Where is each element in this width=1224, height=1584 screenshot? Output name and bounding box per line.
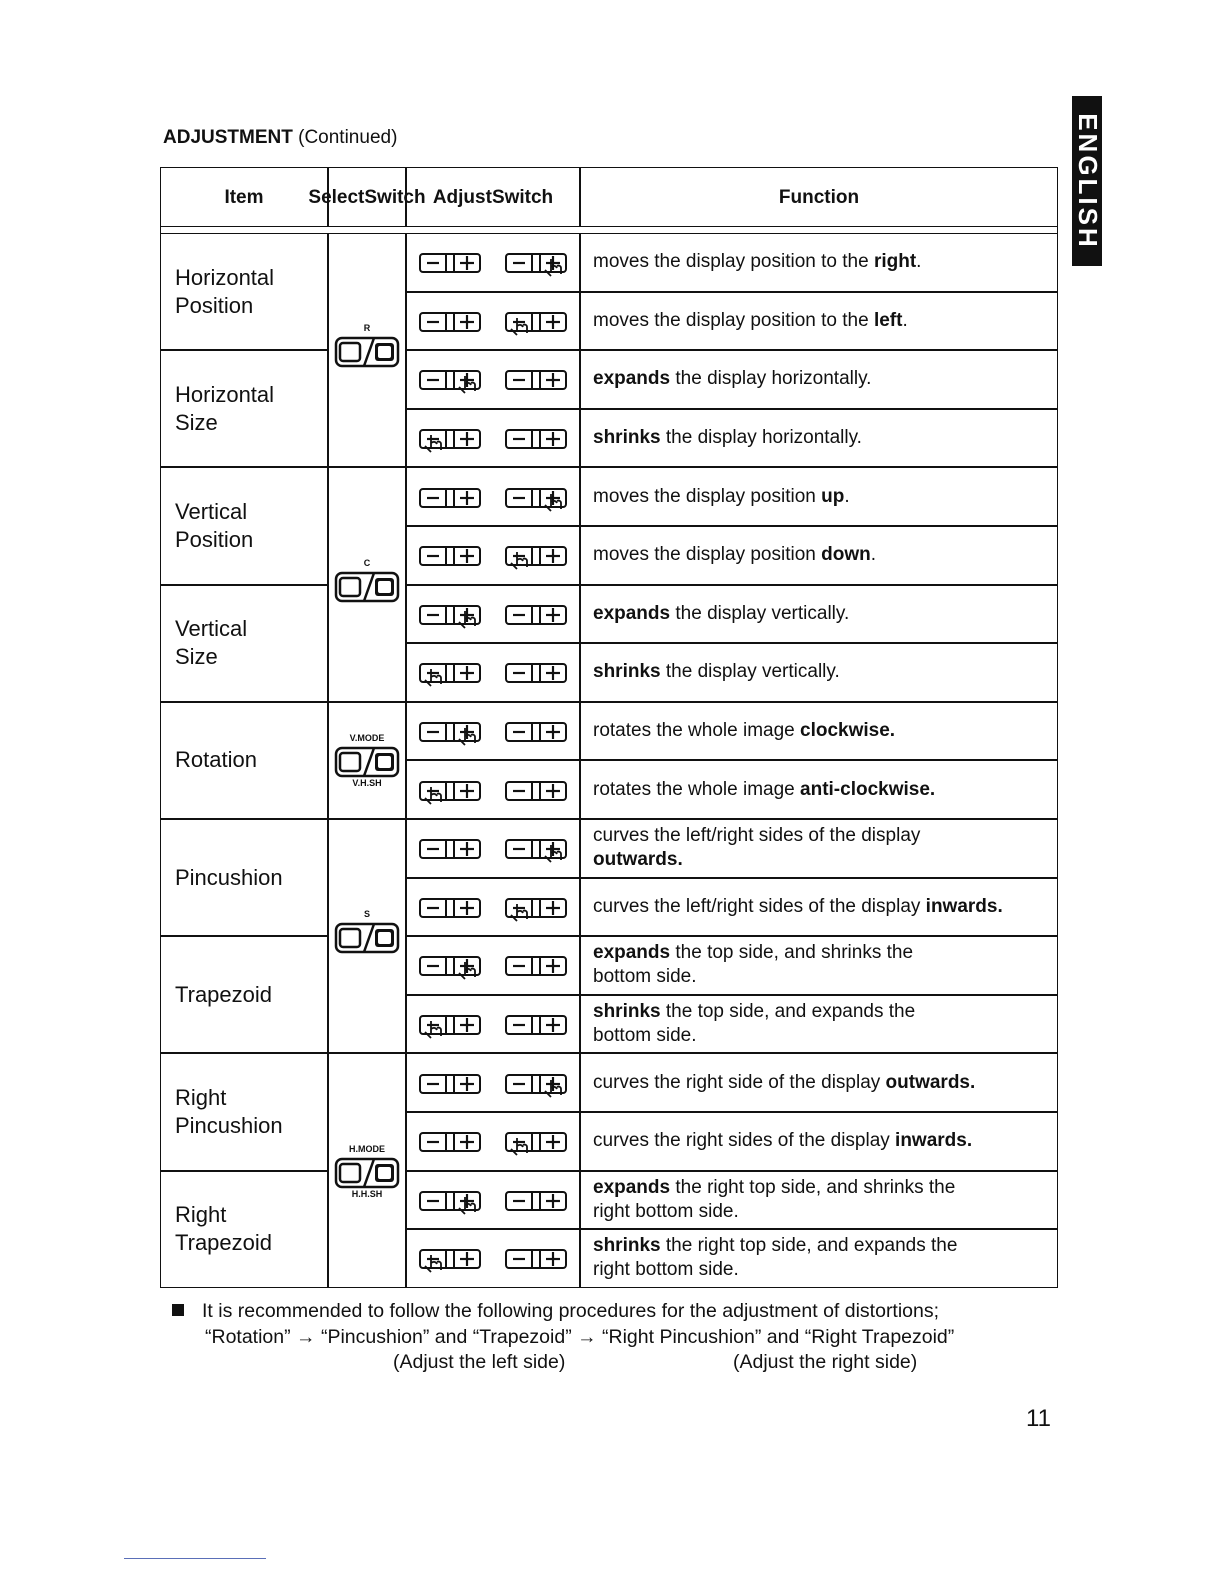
adjustment-table bbox=[160, 167, 1058, 1287]
adjust-switch-cell-9 bbox=[406, 760, 580, 819]
function-keyword: inwards. bbox=[925, 895, 1003, 917]
adjust-switch-cell-1 bbox=[406, 292, 580, 351]
function-phrase: curves the left/right sides of the display bbox=[593, 895, 926, 917]
adjust-switch-icon bbox=[505, 486, 567, 508]
select-switch-top-caption: V.MODE bbox=[349, 733, 385, 744]
adjust-switch-cell-16 bbox=[406, 1171, 580, 1230]
item-cell-2 bbox=[160, 467, 328, 584]
adjust-switch-icon bbox=[419, 603, 481, 625]
header-select-switch-line2: Switch bbox=[364, 186, 426, 208]
adjust-switch-icon bbox=[419, 310, 481, 332]
adjust-switch-icon bbox=[419, 1013, 481, 1035]
adjust-switch-icon bbox=[419, 779, 481, 801]
adjust-switch-icon bbox=[505, 603, 567, 625]
item-label-line: Pincushion bbox=[175, 1112, 283, 1138]
function-phrase: . bbox=[902, 309, 908, 331]
function-keyword: right bbox=[873, 251, 917, 273]
function-phrase: the right top side, and shrinks the bbox=[670, 1176, 956, 1198]
adjust-switch-cell-11 bbox=[406, 878, 580, 937]
adjust-switch-icon bbox=[419, 661, 481, 683]
language-tab bbox=[1072, 96, 1102, 266]
function-cell-14 bbox=[580, 1053, 1058, 1112]
item-label-line: Position bbox=[175, 292, 254, 318]
function-text bbox=[593, 485, 1057, 509]
select-switch bbox=[334, 558, 400, 603]
function-cell-10 bbox=[580, 819, 1058, 878]
function-text bbox=[593, 848, 1057, 872]
adjust-switch-cell-2 bbox=[406, 350, 580, 409]
adjust-switch-icon bbox=[505, 896, 567, 918]
select-switch-cell-1 bbox=[328, 467, 406, 701]
function-phrase: moves the display position bbox=[593, 544, 822, 566]
adjust-switch-icon bbox=[505, 720, 567, 742]
function-keyword: up bbox=[821, 485, 845, 507]
function-cell-6 bbox=[580, 585, 1058, 644]
function-keyword: shrinks bbox=[593, 661, 661, 683]
function-cell-16 bbox=[580, 1171, 1058, 1230]
header-function-label: Function bbox=[778, 186, 860, 208]
adjust-switch-icon bbox=[419, 720, 481, 742]
function-text bbox=[593, 660, 1057, 684]
function-text bbox=[593, 250, 1057, 274]
select-switch bbox=[334, 909, 400, 954]
function-phrase: the top side, and shrinks the bbox=[670, 942, 914, 964]
item-label-line: Horizontal bbox=[175, 381, 275, 407]
function-text bbox=[593, 1000, 1057, 1024]
function-keyword: outwards. bbox=[885, 1071, 976, 1093]
adjust-switch-icon bbox=[505, 1013, 567, 1035]
item-cell-1 bbox=[160, 350, 328, 467]
function-text bbox=[593, 941, 1057, 965]
function-keyword: left bbox=[873, 309, 903, 331]
bullet-square-icon bbox=[172, 1304, 184, 1316]
function-cell-2 bbox=[580, 350, 1058, 409]
function-phrase: . bbox=[844, 485, 850, 507]
function-text bbox=[593, 1200, 1057, 1224]
adjust-switch-icon bbox=[505, 368, 567, 390]
adjust-switch-cell-0 bbox=[406, 233, 580, 292]
adjust-switch-icon bbox=[505, 1247, 567, 1269]
heading-rest: (Continued) bbox=[292, 127, 398, 148]
adjust-switch-cell-17 bbox=[406, 1229, 580, 1288]
function-phrase: . bbox=[916, 251, 922, 273]
function-text bbox=[593, 1071, 1057, 1095]
function-phrase: moves the display position to the bbox=[593, 251, 874, 273]
select-switch-top-caption: R bbox=[363, 323, 371, 334]
function-cell-9 bbox=[580, 760, 1058, 819]
adjust-switch-cell-13 bbox=[406, 995, 580, 1054]
adjust-switch-cell-8 bbox=[406, 702, 580, 761]
function-cell-15 bbox=[580, 1112, 1058, 1171]
function-text bbox=[593, 1234, 1057, 1258]
function-text bbox=[593, 543, 1057, 567]
function-keyword: shrinks bbox=[593, 1001, 661, 1023]
function-text bbox=[593, 965, 1057, 989]
adjust-switch-icon bbox=[419, 1130, 481, 1152]
function-phrase: curves the left/right sides of the display bbox=[593, 825, 921, 847]
item-cell-3 bbox=[160, 585, 328, 702]
function-cell-0 bbox=[580, 233, 1058, 292]
function-text bbox=[593, 1258, 1057, 1282]
function-text bbox=[593, 1176, 1057, 1200]
function-phrase: curves the right side of the display bbox=[593, 1071, 886, 1093]
select-switch-top-caption: S bbox=[363, 909, 370, 920]
function-phrase: bottom side. bbox=[593, 966, 697, 988]
select-switch-cell-4 bbox=[328, 1053, 406, 1287]
header-select-switch bbox=[308, 167, 426, 227]
function-phrase: moves the display position to the bbox=[593, 309, 874, 331]
sub-note-left: (Adjust the left side) bbox=[393, 1351, 566, 1373]
select-switch-cell-2 bbox=[328, 702, 406, 819]
sub-note-right: (Adjust the right side) bbox=[733, 1351, 918, 1373]
function-phrase: right bottom side. bbox=[593, 1259, 739, 1281]
adjust-switch-icon bbox=[419, 486, 481, 508]
heading-bold: ADJUSTMENT bbox=[163, 127, 293, 148]
item-cell-5 bbox=[160, 819, 328, 936]
function-phrase: moves the display position bbox=[593, 485, 822, 507]
header-adjust-switch bbox=[406, 167, 580, 227]
item-label-line: Horizontal bbox=[175, 264, 275, 290]
adjust-switch-cell-12 bbox=[406, 936, 580, 995]
function-cell-3 bbox=[580, 409, 1058, 468]
function-cell-17 bbox=[580, 1229, 1058, 1288]
item-cell-6 bbox=[160, 936, 328, 1053]
function-text bbox=[593, 602, 1057, 626]
select-switch-bottom-caption: V.H.SH bbox=[352, 778, 382, 789]
function-cell-11 bbox=[580, 878, 1058, 937]
function-cell-7 bbox=[580, 643, 1058, 702]
function-text bbox=[593, 778, 1057, 802]
function-phrase: the display vertically. bbox=[660, 661, 840, 683]
header-item-label: Item bbox=[224, 186, 264, 208]
adjust-switch-icon bbox=[505, 251, 567, 273]
adjust-switch-icon bbox=[505, 954, 567, 976]
select-switch-top-caption: H.MODE bbox=[349, 1143, 385, 1154]
adjust-switch-icon bbox=[419, 368, 481, 390]
adjust-switch-icon bbox=[419, 1247, 481, 1269]
adjust-switch-icon bbox=[419, 427, 481, 449]
function-keyword: shrinks bbox=[593, 427, 661, 449]
item-cell-0 bbox=[160, 233, 328, 350]
function-phrase: the display horizontally. bbox=[660, 427, 862, 449]
item-label-line: Right bbox=[175, 1084, 227, 1110]
right-pincushion-icon bbox=[334, 1155, 400, 1189]
position-size-icon bbox=[334, 334, 400, 368]
adjust-switch-icon bbox=[505, 544, 567, 566]
function-cell-13 bbox=[580, 995, 1058, 1054]
item-cell-8 bbox=[160, 1171, 328, 1288]
function-keyword: shrinks bbox=[593, 1235, 661, 1257]
item-label-line: Trapezoid bbox=[175, 981, 273, 1007]
adjust-switch-icon bbox=[419, 544, 481, 566]
function-phrase: the display vertically. bbox=[670, 602, 850, 624]
adjust-switch-icon bbox=[505, 427, 567, 449]
adjust-switch-cell-15 bbox=[406, 1112, 580, 1171]
function-phrase: the display horizontally. bbox=[670, 368, 872, 390]
function-text bbox=[593, 1129, 1057, 1153]
adjust-switch-icon bbox=[419, 954, 481, 976]
header-adjust-switch-line2: Switch bbox=[491, 186, 554, 208]
function-keyword: expands bbox=[593, 602, 671, 624]
adjust-switch-icon bbox=[419, 896, 481, 918]
select-switch-bottom-caption: H.H.SH bbox=[351, 1188, 383, 1199]
function-text bbox=[593, 426, 1057, 450]
select-switch-top-caption: C bbox=[363, 557, 371, 568]
select-switch bbox=[334, 323, 400, 368]
header-adjust-switch-line1: Adjust bbox=[432, 186, 492, 208]
function-cell-8 bbox=[580, 702, 1058, 761]
adjust-switch-cell-6 bbox=[406, 585, 580, 644]
function-keyword: down bbox=[821, 544, 871, 566]
function-phrase: . bbox=[870, 544, 877, 566]
item-cell-7 bbox=[160, 1053, 328, 1170]
adjust-switch-icon bbox=[505, 1130, 567, 1152]
function-text bbox=[593, 309, 1057, 333]
function-keyword: anti-clockwise. bbox=[800, 778, 936, 800]
adjust-switch-icon bbox=[505, 779, 567, 801]
function-text bbox=[593, 1024, 1057, 1048]
function-phrase: the top side, and expands the bbox=[660, 1001, 916, 1023]
adjust-switch-cell-14 bbox=[406, 1053, 580, 1112]
function-phrase: curves the right sides of the display bbox=[593, 1130, 896, 1152]
adjust-switch-icon bbox=[505, 837, 567, 859]
item-cell-4 bbox=[160, 702, 328, 819]
adjust-switch-icon bbox=[505, 1072, 567, 1094]
adjust-switch-icon bbox=[505, 310, 567, 332]
function-keyword: inwards. bbox=[895, 1130, 973, 1152]
item-label-line: Vertical bbox=[175, 616, 248, 642]
footer-rule bbox=[124, 1558, 266, 1559]
adjust-switch-cell-10 bbox=[406, 819, 580, 878]
item-label-line: Trapezoid bbox=[175, 1230, 273, 1256]
adjust-switch-icon bbox=[419, 1189, 481, 1211]
function-phrase: rotates the whole image bbox=[593, 778, 801, 800]
pincushion-trapezoid-icon bbox=[334, 920, 400, 954]
note-text: It is recommended to follow the following procedures for the adjustment of distortions; bbox=[202, 1300, 940, 1322]
item-label-line: Position bbox=[175, 526, 254, 552]
function-cell-12 bbox=[580, 936, 1058, 995]
function-cell-5 bbox=[580, 526, 1058, 585]
function-phrase: rotates the whole image bbox=[593, 720, 801, 742]
item-label-line: Vertical bbox=[175, 498, 248, 524]
function-text bbox=[593, 719, 1057, 743]
function-keyword: expands bbox=[593, 1176, 671, 1198]
function-keyword: clockwise. bbox=[800, 720, 896, 742]
function-text bbox=[593, 895, 1057, 919]
header-item bbox=[160, 167, 328, 227]
adjust-switch-icon bbox=[505, 661, 567, 683]
item-label-line: Pincushion bbox=[175, 864, 283, 890]
adjust-switch-cell-5 bbox=[406, 526, 580, 585]
section-heading bbox=[163, 127, 397, 149]
function-keyword: outwards. bbox=[593, 849, 683, 871]
header-select-switch-line1: Select bbox=[308, 186, 365, 208]
item-label-line: Rotation bbox=[175, 747, 257, 773]
adjust-switch-icon bbox=[419, 251, 481, 273]
function-phrase: right bottom side. bbox=[593, 1200, 739, 1222]
function-keyword: expands bbox=[593, 942, 671, 964]
page-number: 11 bbox=[1026, 1405, 1051, 1432]
rotation-icon bbox=[334, 744, 400, 778]
item-label-line: Size bbox=[175, 644, 218, 670]
adjust-switch-cell-7 bbox=[406, 643, 580, 702]
select-switch bbox=[334, 1144, 400, 1200]
adjust-switch-cell-3 bbox=[406, 409, 580, 468]
adjust-switch-cell-4 bbox=[406, 467, 580, 526]
header-function bbox=[580, 167, 1058, 227]
adjust-switch-icon bbox=[419, 837, 481, 859]
procedure-flow: “Rotation” → “Pincushion” and “Trapezoid” → “Right Pincushion” and “Right Trapezoid” bbox=[205, 1326, 955, 1348]
vertical-icon bbox=[334, 569, 400, 603]
function-cell-1 bbox=[580, 292, 1058, 351]
function-cell-4 bbox=[580, 467, 1058, 526]
function-keyword: expands bbox=[593, 368, 671, 390]
select-switch-cell-3 bbox=[328, 819, 406, 1053]
function-text bbox=[593, 367, 1057, 391]
language-tab-label: ENGLISH bbox=[1072, 112, 1103, 250]
adjust-switch-icon bbox=[419, 1072, 481, 1094]
select-switch bbox=[334, 733, 400, 789]
procedure-note bbox=[172, 1298, 939, 1324]
function-phrase: bottom side. bbox=[593, 1025, 697, 1047]
function-text bbox=[593, 824, 1057, 848]
function-phrase: the right top side, and expands the bbox=[660, 1235, 958, 1257]
select-switch-cell-0 bbox=[328, 233, 406, 467]
adjust-switch-icon bbox=[505, 1189, 567, 1211]
item-label-line: Size bbox=[175, 409, 218, 435]
item-label-line: Right bbox=[175, 1202, 227, 1228]
